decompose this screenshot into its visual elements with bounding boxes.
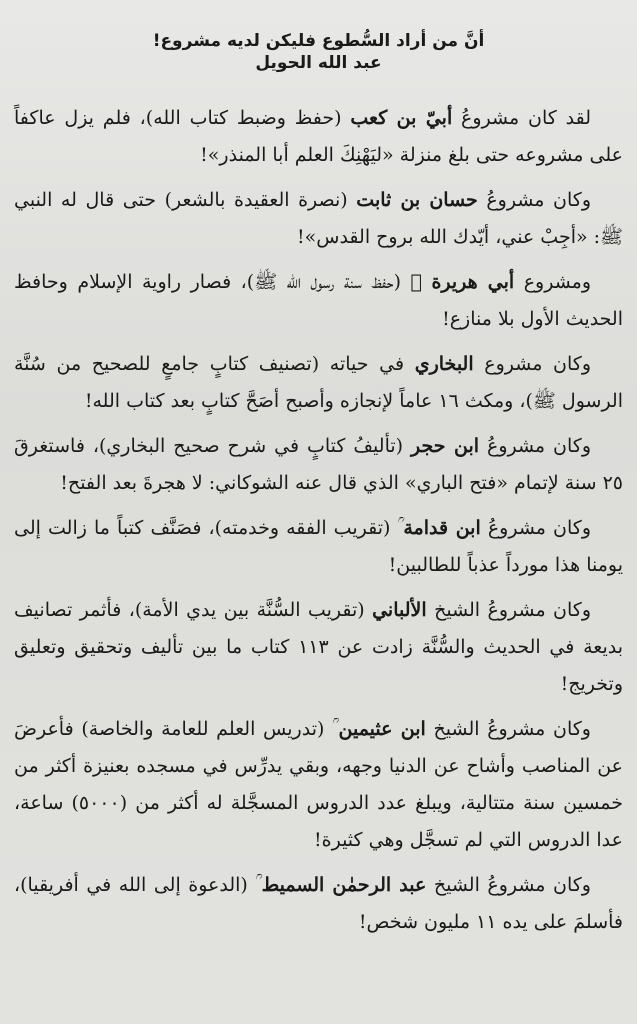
paragraph-bold-name: الألباني [372, 599, 427, 621]
paragraph-text: (نصرة العقيدة بالشعر) حتى قال له النبي ﷺ: «أجِبْ عني، أيّدك الله بروح القدس»! [14, 189, 623, 248]
paragraph-bold-name: البخاري [414, 353, 474, 375]
paragraph-bold-name: أبيّ بن كعب [350, 107, 453, 129]
paragraph-bold-name: ابن قدامة [403, 517, 481, 539]
paragraph-text: في حياته (تصنيف كتابٍ جامعٍ للصحيح من سُنَّة الرسول ﷺ)، ومكث ١٦ عاماً لإنجازه وأصبح أصَحَّ كتابٍ بعد كتاب الله! [14, 353, 623, 412]
paragraph-sumait [14, 867, 623, 941]
paragraph-bold-name: عبد الرحمٰن السميط [261, 874, 427, 896]
paragraph-text: وكان مشروعُ الشيخ [425, 718, 591, 740]
paragraph-text: وكان مشروعُ [477, 189, 591, 211]
paragraph-text: (تقريب السُّنَّة بين يدي الأمة)، فأثمر تصانيف بديعة في الحديث والسُّنَّة زادت عن ١١٣ كتاب ما بين تأليف وتحقيق وتعليق وتخريج! [14, 599, 623, 695]
author-name: عبد الله الحويل [255, 53, 382, 73]
paragraph-text: ﷛ (حفظ سنة رسول الله ﷺ)، فصار راوية الإسلام وحافظ الحديث الأول بلا منازع! [14, 271, 623, 330]
paragraph-ubayy [14, 100, 623, 174]
paragraph-bold-name: أبي هريرة [431, 271, 515, 293]
paragraph-bold-name: حسان بن ثابت [356, 189, 478, 211]
paragraph-text: ؒ (الدعوة إلى الله في أفريقيا)، فأسلمَ على يده ١١ مليون شخص! [14, 874, 623, 933]
paragraph-text: وكان مشروعُ [479, 435, 591, 457]
paragraph-ibn-hajar [14, 428, 623, 502]
paragraph-text: (تأليفُ كتابٍ في شرح صحيح البخاري)، فاستغرقَ ٢٥ سنة لإتمام «فتح الباري» الذي قال عنه الشوكاني: لا هجرةَ بعد الفتح! [14, 435, 623, 494]
paragraph-text: ؒ (تدريس العلم للعامة والخاصة) فأعرضَ عن المناصب وأشاح عن الدنيا وجهه، وبقي يدرِّس في مسجده بعنيزة أكثر من خمسين سنة متتالية، ويبلغ عدد الدروس المسجَّلة له أكثر من (٥٠٠٠) ساعة، عدا الدروس التي لم تسجَّل وهي كثيرة! [14, 718, 623, 851]
paragraph-abu-hurayra [14, 264, 623, 338]
paragraph-ibn-qudama [14, 510, 623, 584]
paragraph-hassan [14, 182, 623, 256]
paragraph-text: ومشروع [514, 271, 592, 293]
paragraph-bold-name: ابن حجر [411, 435, 480, 457]
paragraph-ibn-uthaymin [14, 711, 623, 859]
paragraph-bukhari [14, 346, 623, 420]
paragraph-albani [14, 592, 623, 703]
paragraph-text: وكان مشروعُ الشيخ [426, 599, 591, 621]
paragraph-text: لقد كان مشروعُ [452, 107, 591, 129]
paragraph-text: (حفظ وضبط كتاب الله)، فلم يزل عاكفاً على مشروعه حتى بلغ منزلة «ليَهْنِكَ العلم أبا المنذر»! [14, 107, 623, 166]
paragraph-text: وكان مشروعُ [480, 517, 592, 539]
paragraph-bold-name: ابن عثيمين [338, 718, 426, 740]
paragraph-text: وكان مشروع [473, 353, 591, 375]
paragraph-text: وكان مشروعُ الشيخ [426, 874, 591, 896]
book-page [14, 30, 623, 1016]
page-header [14, 30, 623, 74]
page-title: أنَّ من أراد السُّطوع فليكن لديه مشروع! [152, 31, 485, 51]
article-body [14, 100, 623, 941]
paragraph-text: ؒ (تقريب الفقه وخدمته)، فصَنَّف كتباً ما زالت إلى يومنا هذا مورداً عذباً للطالبين! [14, 517, 623, 576]
